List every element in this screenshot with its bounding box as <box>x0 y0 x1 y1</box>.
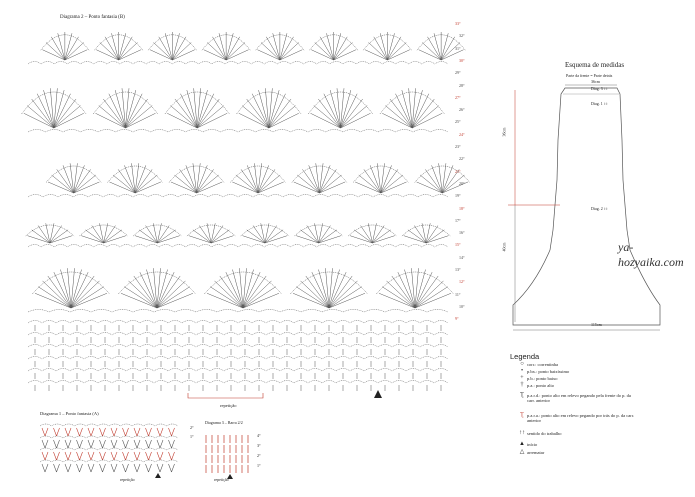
diagram2-row-label: 27° <box>455 94 461 100</box>
stitch-fan <box>169 163 224 193</box>
stitch-post <box>123 440 126 448</box>
diagram3-chart <box>202 430 257 480</box>
stitch-fan <box>256 32 304 60</box>
diagram2-row-label: 10° <box>459 303 465 309</box>
stitch-post <box>45 428 48 436</box>
stitch-post <box>123 464 126 472</box>
legend-text: p.b.: ponto baixo <box>527 376 558 381</box>
stitch-post <box>160 428 163 436</box>
stitch-post <box>57 452 60 460</box>
diagram1-row-label: 1° <box>190 434 194 439</box>
legend-item <box>517 431 562 436</box>
stitch-post <box>65 440 68 448</box>
stitch-fan <box>26 223 74 243</box>
stitch-post <box>157 440 160 448</box>
diagram3-repeat-label: repetição <box>214 477 229 482</box>
legend-text: arrematar <box>527 450 545 455</box>
stitch-post <box>77 440 80 448</box>
stitch-post <box>134 464 137 472</box>
legend-text: sentido do trabalho <box>527 431 562 436</box>
diagram2-row-label: 33° <box>455 21 461 26</box>
stitch-post <box>114 440 117 448</box>
legend-text: corr.: correntinha <box>527 362 558 367</box>
stitch-post <box>157 428 160 436</box>
stitch-fan <box>402 223 450 243</box>
diagram2-row-label: 29° <box>455 70 461 76</box>
diagram1-repeat-label: repetição <box>120 477 135 482</box>
stitch-post <box>169 428 172 436</box>
stitch-post <box>134 440 137 448</box>
stitch-post <box>88 440 91 448</box>
stitch-post <box>172 452 175 460</box>
stitch-fan <box>415 163 470 193</box>
stitch-post <box>149 464 152 472</box>
legend-item <box>517 450 544 455</box>
stitch-fan <box>376 268 453 308</box>
stitch-post <box>172 440 175 448</box>
stitch-post <box>111 440 114 448</box>
stitch-fan <box>309 32 357 60</box>
stitch-post <box>137 452 140 460</box>
stitch-post <box>54 428 57 436</box>
stitch-post <box>126 428 129 436</box>
diagram2-row-label: 9° <box>455 316 459 322</box>
legend-symbol-icon: ○ <box>520 361 524 367</box>
stitch-fan <box>294 223 342 243</box>
stitch-post <box>111 428 114 436</box>
start-arrow-icon <box>374 390 382 398</box>
stitch-fan <box>41 32 89 60</box>
diagram2-row-label: 23° <box>455 144 461 149</box>
schema-diag2-label: Diag. 2 ↕↕ <box>591 206 608 211</box>
stitch-post <box>54 464 57 472</box>
legend-symbol-icon: + <box>520 375 524 381</box>
schema-height-lower: 40cm <box>501 242 507 252</box>
stitch-post <box>126 452 129 460</box>
diagram2-row-label: 26° <box>459 107 465 113</box>
stitch-post <box>126 464 129 472</box>
legend-symbol-icon: ▲ <box>519 441 525 447</box>
diagram3-title: Diagrama 3 – Barra 2/2 <box>205 420 243 425</box>
diagram2-chart <box>18 18 478 418</box>
diagram2-repeat-label: repetição <box>220 403 237 408</box>
watermark: ya-hozyaika.com <box>618 240 684 269</box>
legend-symbol-icon: Ʈ <box>520 392 524 398</box>
stitch-post <box>137 464 140 472</box>
stitch-post <box>146 464 149 472</box>
diagram2-row-label: 15° <box>455 242 461 248</box>
stitch-post <box>100 452 103 460</box>
stitch-post <box>157 452 160 460</box>
stitch-post <box>149 440 152 448</box>
stitch-fan <box>165 88 230 128</box>
stitch-fan <box>292 163 347 193</box>
stitch-post <box>54 452 57 460</box>
stitch-post <box>103 464 106 472</box>
stitch-post <box>68 464 71 472</box>
chain-arcs <box>28 369 448 372</box>
legend-item <box>517 383 554 388</box>
stitch-post <box>149 452 152 460</box>
diagram2-row-label: 25° <box>455 119 461 125</box>
legend-text: início <box>527 442 538 447</box>
stitch-post <box>68 440 71 448</box>
stitch-post <box>68 452 71 460</box>
stitch-post <box>77 452 80 460</box>
stitch-post <box>126 440 129 448</box>
stitch-post <box>57 440 60 448</box>
stitch-fan <box>380 88 445 128</box>
stitch-post <box>114 452 117 460</box>
stitch-post <box>54 440 57 448</box>
stitch-post <box>146 440 149 448</box>
diagram2-row-label: 21° <box>455 168 461 174</box>
diagram3-row-label: 3° <box>257 443 261 448</box>
schema-bottom-width: 115cm <box>591 322 602 327</box>
chain-arcs <box>28 130 448 133</box>
chain-arcs <box>40 436 178 438</box>
legend-title: Legenda <box>510 352 540 361</box>
stitch-post <box>157 464 160 472</box>
stitch-fan <box>237 88 302 128</box>
diagram2-row-label: 17° <box>455 217 461 223</box>
stitch-post <box>169 464 172 472</box>
stitch-post <box>160 464 163 472</box>
legend-symbol-icon: • <box>520 368 524 374</box>
chain-arcs <box>28 62 448 65</box>
diagram3-row-label: 4° <box>257 433 261 438</box>
stitch-fan <box>94 32 142 60</box>
stitch-post <box>57 428 60 436</box>
legend-symbol-icon: ↑↑ <box>519 430 525 436</box>
legend-item <box>517 442 537 447</box>
schema-garment-outline <box>505 80 665 340</box>
legend-symbol-icon: △ <box>519 449 525 455</box>
stitch-post <box>45 452 48 460</box>
chain-arcs <box>40 460 178 462</box>
stitch-post <box>42 452 45 460</box>
schema-diag3-label: Diag. 3 ↕↕ <box>591 86 608 91</box>
stitch-fan <box>148 32 196 60</box>
stitch-fan <box>308 88 373 128</box>
diagram2-row-label: 13° <box>455 267 461 272</box>
stitch-post <box>42 464 45 472</box>
stitch-post <box>77 428 80 436</box>
stitch-post <box>80 440 83 448</box>
stitch-post <box>80 452 83 460</box>
legend-symbol-icon: Ʈ <box>520 412 524 418</box>
stitch-post <box>45 464 48 472</box>
stitch-post <box>103 452 106 460</box>
chain-arcs <box>28 333 448 336</box>
stitch-post <box>42 440 45 448</box>
stitch-post <box>137 428 140 436</box>
diagram3-row-label: 2° <box>257 453 261 458</box>
stitch-post <box>169 440 172 448</box>
diagram2-row-label: 32° <box>459 33 465 39</box>
legend-item <box>517 413 637 423</box>
stitch-fan <box>363 32 411 60</box>
schema-height-upper: 36cm <box>501 127 507 137</box>
stitch-fan <box>22 88 87 128</box>
diagram3-row-label: 1° <box>257 463 261 468</box>
stitch-post <box>134 428 137 436</box>
stitch-post <box>103 440 106 448</box>
legend-text: p.a.: ponto alto <box>527 383 554 388</box>
stitch-post <box>100 464 103 472</box>
diagram2-row-label: 12° <box>459 279 465 285</box>
legend-text: p.a.r.d.: ponto alto em relevo pegando pela frente do p. da carr. anterior <box>527 393 631 403</box>
stitch-post <box>68 428 71 436</box>
diagram2-row-label: 18° <box>459 205 465 211</box>
diagram2-row-label: 30° <box>459 57 465 63</box>
stitch-post <box>172 464 175 472</box>
chain-arcs <box>28 195 448 198</box>
stitch-post <box>114 464 117 472</box>
schema-title: Esquema de medidas <box>565 61 625 69</box>
stitch-post <box>111 464 114 472</box>
stitch-fan <box>32 268 109 308</box>
stitch-post <box>91 464 94 472</box>
diagram2-row-label: 24° <box>459 131 465 137</box>
chain-arcs <box>28 245 448 248</box>
legend-symbol-icon: † <box>520 382 524 388</box>
stitch-fan <box>230 163 285 193</box>
diagram2-row-label: 28° <box>459 82 465 88</box>
chain-arcs <box>28 310 448 313</box>
stitch-fan <box>108 163 163 193</box>
stitch-post <box>65 452 68 460</box>
stitch-post <box>65 464 68 472</box>
stitch-fan <box>93 88 158 128</box>
repeat-bracket <box>188 393 263 398</box>
stitch-post <box>160 452 163 460</box>
stitch-fan <box>204 268 281 308</box>
stitch-fan <box>348 223 396 243</box>
stitch-post <box>88 452 91 460</box>
stitch-fan <box>202 32 250 60</box>
legend-item <box>517 393 637 403</box>
stitch-post <box>80 464 83 472</box>
stitch-post <box>45 440 48 448</box>
schema-subtitle: Parte da frente = Parte detrás <box>566 73 613 78</box>
stitch-post <box>65 428 68 436</box>
stitch-post <box>169 452 172 460</box>
diagram2-row-label: 31° <box>455 45 461 51</box>
stitch-fan <box>290 268 367 308</box>
stitch-post <box>80 428 83 436</box>
stitch-post <box>172 428 175 436</box>
stitch-fan <box>118 268 195 308</box>
diagram1-chart <box>38 418 188 478</box>
chain-arcs <box>28 345 448 348</box>
diagram2-row-label: 19° <box>455 193 461 199</box>
start-arrow-icon <box>155 473 161 478</box>
diagram2-row-label: 20° <box>459 180 465 186</box>
diagram2-row-label: 14° <box>459 254 465 260</box>
stitch-post <box>146 428 149 436</box>
stitch-fan <box>46 163 101 193</box>
legend-text: p.bx.: ponto baixíssimo <box>527 369 570 374</box>
stitch-post <box>91 440 94 448</box>
stitch-fan <box>353 163 408 193</box>
chain-arcs <box>28 321 448 324</box>
diagram1-row-label: 2° <box>190 425 194 430</box>
diagram2-title: Diagrama 2 – Ponto fantasia (B) <box>60 15 125 20</box>
stitch-post <box>91 452 94 460</box>
stitch-post <box>149 428 152 436</box>
stitch-post <box>137 440 140 448</box>
schema-diag1-label: Diag. 1 ↕↕ <box>591 101 608 106</box>
stitch-post <box>123 452 126 460</box>
stitch-post <box>103 428 106 436</box>
stitch-fan <box>79 223 127 243</box>
stitch-fan <box>133 223 181 243</box>
stitch-post <box>91 428 94 436</box>
stitch-post <box>100 440 103 448</box>
stitch-post <box>88 464 91 472</box>
stitch-fan <box>187 223 235 243</box>
stitch-post <box>146 452 149 460</box>
diagram1-title: Diagrama 1 – Ponto fantasia (A) <box>40 411 99 416</box>
legend-text: p.a.r.a.: ponto alto em relevo pegando por trás do p. da carr. anterior <box>527 413 635 423</box>
legend-item <box>517 376 558 381</box>
stitch-post <box>88 428 91 436</box>
legend-item <box>517 362 558 367</box>
stitch-post <box>160 440 163 448</box>
stitch-post <box>42 428 45 436</box>
stitch-post <box>111 452 114 460</box>
stitch-fan <box>241 223 289 243</box>
stitch-post <box>77 464 80 472</box>
stitch-post <box>57 464 60 472</box>
legend-item <box>517 369 569 374</box>
stitch-post <box>100 428 103 436</box>
diagram2-row-label: 22° <box>459 156 465 162</box>
stitch-post <box>123 428 126 436</box>
stitch-post <box>114 428 117 436</box>
chain-arcs <box>28 381 448 384</box>
diagram2-row-label: 16° <box>459 230 465 236</box>
schema-top-width: 36cm <box>591 79 600 84</box>
chain-arcs <box>28 357 448 360</box>
chain-arcs <box>40 424 178 426</box>
chain-arcs <box>40 448 178 450</box>
stitch-post <box>134 452 137 460</box>
diagram2-row-label: 11° <box>455 291 461 297</box>
